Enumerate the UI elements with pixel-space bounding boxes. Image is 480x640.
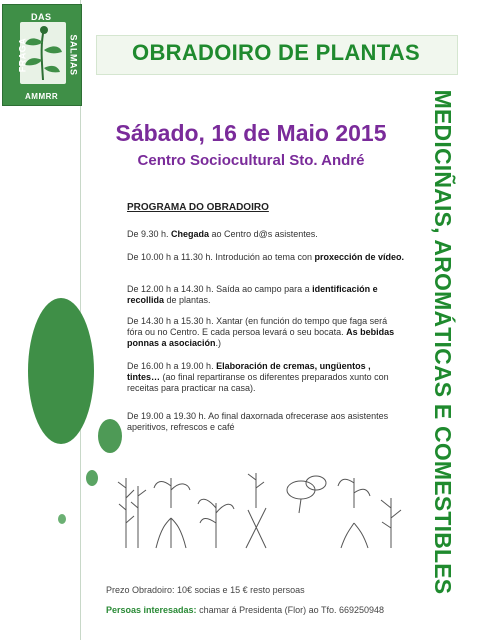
- side-title: MEDICIÑAIS, AROMÁTICAS E COMESTIBLES: [430, 89, 456, 595]
- contact-label: Persoas interesadas:: [106, 605, 197, 615]
- program-item: De 16.00 h a 19.00 h. Elaboración de cremas, ungüentos , tintes… (ao final repartiranse os diferentes preparados xunto con receitas para practicar na casa).: [127, 361, 389, 393]
- workshop-price: Prezo Obradoiro: 10€ socias e 15 € resto persoas: [106, 585, 305, 595]
- plant-drawing: [246, 473, 266, 548]
- event-venue: Centro Sociocultural Sto. André: [137, 152, 365, 169]
- program-item: De 12.00 h a 14.30 h. Saída ao campo para a identificación e recollida de plantas.: [127, 284, 378, 305]
- plant-drawing: [338, 478, 370, 548]
- decorative-oval-small: [86, 470, 98, 486]
- program-heading: PROGRAMA DO OBRADOIRO: [127, 202, 269, 213]
- association-logo: [2, 4, 82, 106]
- program-item: De 19.00 a 19.30 h. Ao final daxornada ofrecerase aos asistentes aperitivos, refrescos e café: [127, 411, 389, 432]
- program-item: De 14.30 h a 15.30 h. Xantar (en función do tempo que faga será fóra ou no Centro. E cada persoa levará o seu bocata. As bebidas ponnas a asociación.): [127, 316, 395, 348]
- plant-drawing: [287, 476, 326, 513]
- page-title: OBRADOIRO DE PLANTAS: [132, 40, 420, 65]
- plant-drawing: [118, 478, 146, 548]
- logo-text-bottom: AMMRR: [25, 92, 59, 101]
- program-item: De 9.30 h. Chegada ao Centro d@s asistentes.: [127, 229, 318, 239]
- logo-text-right: SALMAS: [68, 34, 79, 76]
- plant-illustrations: [116, 468, 406, 550]
- decorative-oval-tiny: [58, 514, 66, 524]
- program-item: De 10.00 h a 11.30 h. Introdución ao tema con proxección de vídeo.: [127, 252, 404, 262]
- contact-info: [106, 605, 384, 615]
- decorative-oval-medium: [98, 419, 122, 453]
- plant-drawing: [198, 499, 234, 548]
- plant-drawing: [381, 498, 401, 548]
- event-date: Sábado, 16 de Maio 2015: [115, 120, 387, 146]
- logo-text-top: DAS: [31, 12, 52, 22]
- contact-text: chamar á Presidenta (Flor) ao Tfo. 669250948: [196, 605, 385, 615]
- side-title-container: [420, 82, 466, 602]
- decorative-oval-large: [28, 298, 94, 444]
- logo-text-left: FRAGA: [17, 37, 28, 73]
- plant-drawing: [154, 478, 190, 548]
